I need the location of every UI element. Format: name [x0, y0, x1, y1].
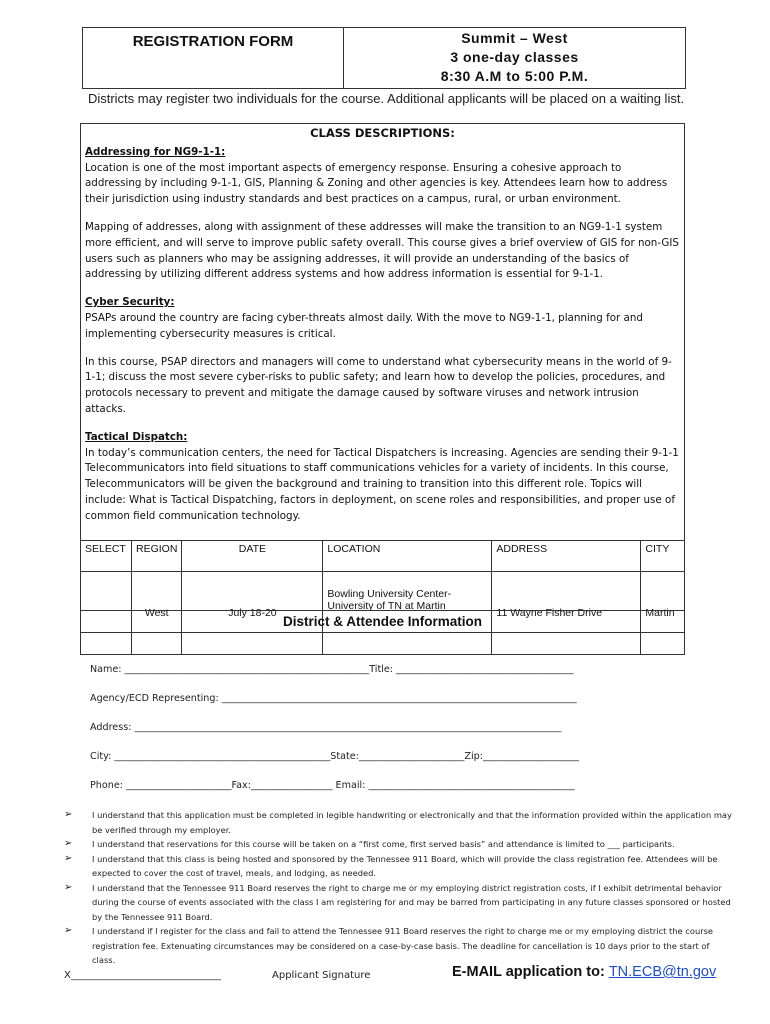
- cyber-paragraph-1: PSAPs around the country are facing cyber-threats almost daily. With the move to NG9-1-1, planning for and implementing cybersecurity measures is critical.: [85, 311, 643, 340]
- arrow-bullet-icon: ➢: [64, 925, 73, 936]
- col-select: SELECT: [81, 541, 132, 572]
- list-item: ➢ I understand that this class is being hosted and sponsored by the Tennessee 911 Board, which will provide the class registration fee. Attendees will be expected to cover the cost of travel, meals, and lodging, as needed.: [64, 852, 718, 878]
- phone-fax-email-field[interactable]: Phone: ______________________Fax:_________________ Email: ___________________________________________: [90, 780, 575, 791]
- class-descriptions-title: CLASS DESCRIPTIONS:: [310, 126, 455, 140]
- arrow-bullet-icon: ➢: [64, 838, 73, 849]
- cell-region: West: [132, 572, 182, 655]
- tactical-heading: Tactical Dispatch:: [85, 430, 188, 443]
- list-item: ➢ I understand that this application must be completed in legible handwriting or electronically and that the information provided within the application may be verified through my employer.: [64, 809, 732, 835]
- name-title-field[interactable]: Name: ___________________________________________________Title: _____________________________________: [90, 664, 574, 675]
- signature-label: Applicant Signature: [272, 970, 371, 981]
- cell-location: Bowling University Center- University of TN at Martin: [323, 572, 492, 655]
- signature-line[interactable]: X______________________________: [64, 970, 221, 981]
- addressing-paragraph-2: Mapping of addresses, along with assignment of these addresses will make the transition to an NG9-1-1 system more efficient, and will serve to improve public safety overall. This course gives a brief overview of GIS for non-GIS users such as planners who may be assigning addresses, it will provide an understanding of the basics of addressing by utilizing different address systems and how address information is essential for 9-1-1.: [85, 220, 679, 281]
- session-classes: 3 one-day classes: [450, 49, 579, 65]
- addressing-heading: Addressing for NG9-1-1:: [85, 145, 226, 158]
- form-title: REGISTRATION FORM: [83, 28, 344, 88]
- class-table: [80, 540, 685, 655]
- session-info: [344, 28, 685, 88]
- arrow-bullet-icon: ➢: [64, 809, 73, 820]
- col-date: DATE: [182, 541, 323, 572]
- col-region: REGION: [132, 541, 182, 572]
- list-item: ➢ I understand that the Tennessee 911 Board reserves the right to charge me or my employing district registration costs, if I exhibit detrimental behavior during the course of events associated with the class I am registering for and may be barred from participating in any future classes sponsored or hosted by the Tennessee 911 Board.: [64, 881, 731, 922]
- class-descriptions: [80, 123, 685, 541]
- city-state-zip-field[interactable]: City: _____________________________________________State:______________________Zip:____________________: [90, 751, 579, 762]
- form-header: [82, 27, 686, 89]
- tactical-paragraph-1: In today’s communication centers, the need for Tactical Dispatchers is increasing. Agencies are sending their 9-1-1 Telecommunicators into field situations to staff communications vehicles for a variety of incidents. In this course, Telecommunicators will be given the background and training to transition into this different role. Topics will include: What is Tactical Dispatching, factors in deployment, on scene roles and responsibilities, and proper use of common field communication technology.: [85, 446, 679, 522]
- cell-address: 11 Wayne Fisher Drive: [492, 572, 641, 655]
- list-item: ➢ I understand that reservations for this course will be taken on a “first come, first served basis” and attendance is limited to ___ participants.: [64, 837, 732, 852]
- cyber-heading: Cyber Security:: [85, 296, 175, 309]
- list-item: ➢ I understand if I register for the class and fail to attend the Tennessee 911 Board reserves the right to charge me or my employing district the course registration fee. Extenuating circumstances may be considered on a case-by-case basis. The deadline for cancellation is 10 days prior to the start of class.: [64, 925, 714, 965]
- cell-date: July 18-20: [182, 572, 323, 655]
- cyber-paragraph-2: In this course, PSAP directors and managers will come to understand what cybersecurity means in the world of 9-1-1; discuss the most severe cyber-risks to public safety; and learn how to develop the policies, procedures, and protocols necessary to prevent and mitigate the damage caused by software viruses and network intrusion attacks.: [85, 355, 672, 415]
- email-prefix: E-MAIL application to:: [452, 964, 609, 980]
- col-address: ADDRESS: [492, 541, 641, 572]
- table-header-row: [81, 541, 685, 572]
- arrow-bullet-icon: ➢: [64, 852, 73, 864]
- session-location: Summit – West: [461, 30, 568, 46]
- addressing-paragraph-1: Location is one of the most important aspects of emergency response. Ensuring a cohesive approach to addressing by including 9-1-1, GIS, Planning & Zoning and other agencies is key. Attendees learn how to address their jurisdiction using industry standards and best practices on a campus, rural, or urban environment.: [85, 161, 668, 206]
- email-instruction: [452, 964, 716, 980]
- arrow-bullet-icon: ➢: [64, 881, 73, 893]
- district-attendee-title: District & Attendee Information: [80, 610, 685, 633]
- col-location: LOCATION: [323, 541, 492, 572]
- session-time: 8:30 A.M to 5:00 P.M.: [440, 68, 589, 84]
- address-field[interactable]: Address: _________________________________________________________________________________________: [90, 722, 562, 733]
- email-link[interactable]: TN.ECB@tn.gov: [608, 964, 717, 980]
- col-city: CITY: [641, 541, 685, 572]
- waiting-list-notice: Districts may register two individuals for the course. Additional applicants will be placed on a waiting list.: [87, 91, 685, 106]
- agency-field[interactable]: Agency/ECD Representing: __________________________________________________________________________: [90, 693, 577, 704]
- cell-city: Martin: [641, 572, 685, 655]
- agreement-list: [64, 808, 732, 968]
